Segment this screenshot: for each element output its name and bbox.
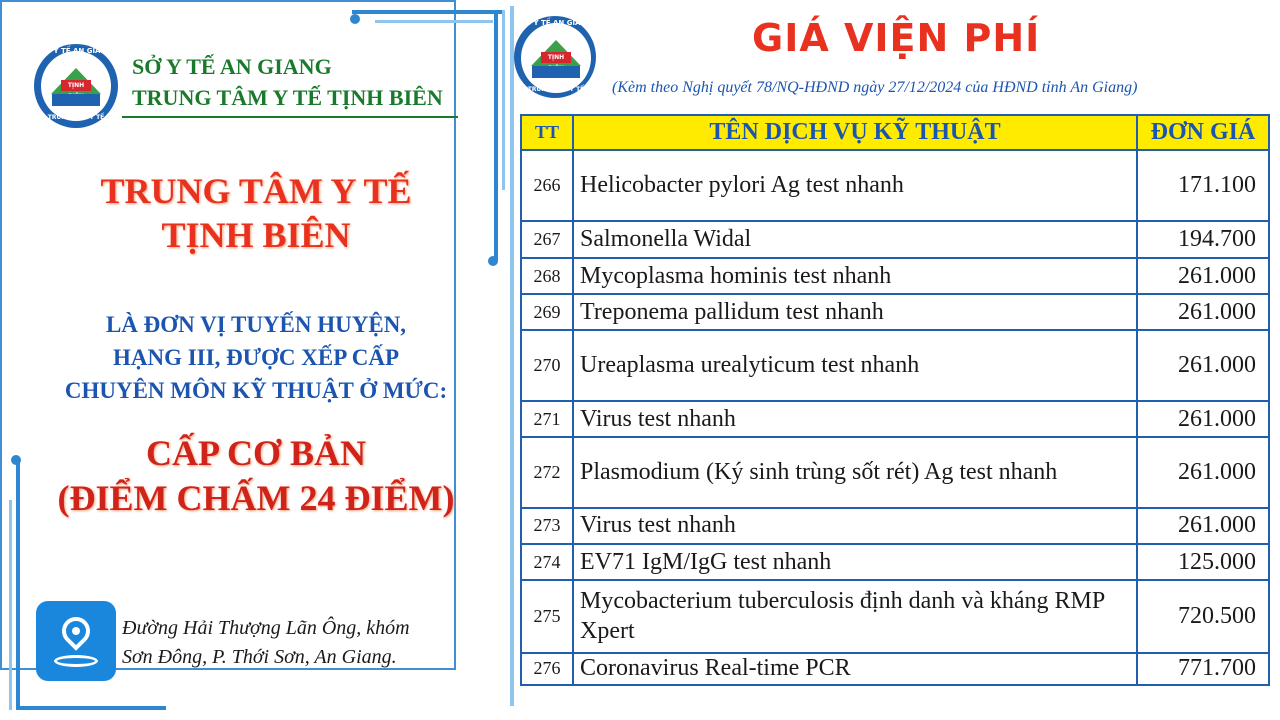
header-service-name: TÊN DỊCH VỤ KỸ THUẬT [573,115,1137,150]
description-line1: LÀ ĐƠN VỊ TUYẾN HUYỆN, [105,312,407,337]
decor-dot [11,455,21,465]
header-price: ĐƠN GIÁ [1137,115,1269,150]
row-price: 261.000 [1137,294,1269,330]
row-price: 720.500 [1137,580,1269,653]
row-price: 194.700 [1137,221,1269,258]
address-line1: Đường Hải Thượng Lãn Ông, khóm [122,617,410,639]
decor-line-left-2 [9,500,12,710]
table-row [521,580,1269,653]
table-row [521,330,1269,400]
row-price: 125.000 [1137,544,1269,580]
price-table [520,114,1270,686]
logo-top-text: SỞ Y TẾ AN GIANG [39,47,113,55]
map-pin-icon [36,601,116,681]
table-row [521,258,1269,294]
level-line2: (ĐIỂM CHẤM 24 ĐIỂM) [57,478,455,518]
row-service-name: Treponema pallidum test nhanh [573,294,1137,330]
table-row [521,508,1269,544]
row-price: 171.100 [1137,150,1269,220]
org-name-line2: TRUNG TÂM Y TẾ TỊNH BIÊN [132,85,443,110]
table-row [521,437,1269,507]
address-line2: Sơn Đông, P. Thới Sơn, An Giang. [122,646,397,668]
row-price: 261.000 [1137,258,1269,294]
row-service-name: Helicobacter pylori Ag test nhanh [573,150,1137,220]
row-service-name: Salmonella Widal [573,221,1137,258]
logo-badge: TỊNH [541,52,571,63]
table-row [521,401,1269,437]
row-tt: 276 [521,653,573,685]
decor-line-right-2 [502,10,505,190]
description-line2: HẠNG III, ĐƯỢC XẾP CẤP [112,345,400,370]
header-tt: TT [521,115,573,150]
row-price: 261.000 [1137,437,1269,507]
row-tt: 267 [521,221,573,258]
row-service-name: Virus test nhanh [573,401,1137,437]
org-name-line1: SỞ Y TẾ AN GIANG [132,54,332,79]
level-line1: CẤP CƠ BẢN [145,433,366,473]
table-row [521,544,1269,580]
decor-line-top-2 [375,20,493,23]
logo-building-icon [532,66,580,78]
logo-badge: TỊNH [61,80,91,91]
decor-line-top [352,10,502,14]
row-tt: 273 [521,508,573,544]
row-tt: 268 [521,258,573,294]
table-row [521,653,1269,685]
table-row [521,294,1269,330]
decor-line-left [16,460,20,710]
page-title: GIÁ VIỆN PHÍ [752,16,1041,60]
row-service-name: Virus test nhanh [573,508,1137,544]
row-price: 261.000 [1137,330,1269,400]
row-tt: 275 [521,580,573,653]
row-service-name: Coronavirus Real-time PCR [573,653,1137,685]
row-service-name: Plasmodium (Ký sinh trùng sốt rét) Ag test nhanh [573,437,1137,507]
pin-hole [72,627,80,635]
hospital-name-line1: TRUNG TÂM Y TẾ [100,171,412,211]
row-tt: 269 [521,294,573,330]
org-underline [122,116,458,118]
row-price: 261.000 [1137,401,1269,437]
row-tt: 271 [521,401,573,437]
decor-dot [488,256,498,266]
row-tt: 272 [521,437,573,507]
row-price: 261.000 [1137,508,1269,544]
table-row [521,221,1269,258]
decor-dot [350,14,360,24]
decor-line-right [494,10,498,260]
row-tt: 266 [521,150,573,220]
logo-bottom-text: TRUNG TÂM Y TẾ [47,114,105,121]
row-tt: 270 [521,330,573,400]
page-subtitle: (Kèm theo Nghị quyết 78/NQ-HĐND ngày 27/12/2024 của HĐND tỉnh An Giang) [612,79,1138,96]
hospital-name-line2: TỊNH BIÊN [161,215,351,255]
decor-line-bottom [16,706,166,710]
logo-building-icon [52,94,100,106]
table-row [521,150,1269,220]
row-service-name: EV71 IgM/IgG test nhanh [573,544,1137,580]
table-header-row [521,115,1269,150]
row-service-name: Ureaplasma urealyticum test nhanh [573,330,1137,400]
row-service-name: Mycoplasma hominis test nhanh [573,258,1137,294]
row-tt: 274 [521,544,573,580]
row-price: 771.700 [1137,653,1269,685]
row-service-name: Mycobacterium tuberculosis định danh và kháng RMP Xpert [573,580,1137,653]
logo-bottom-text: TRUNG TÂM Y TẾ [527,86,585,93]
hospital-logo [34,44,118,128]
hospital-logo-right [514,16,596,98]
description-line3: CHUYÊN MÔN KỸ THUẬT Ở MỨC: [64,378,448,403]
decor-line-right-edge [510,6,514,706]
logo-top-text: SỞ Y TẾ AN GIANG [519,19,593,27]
pin-base [54,655,98,667]
